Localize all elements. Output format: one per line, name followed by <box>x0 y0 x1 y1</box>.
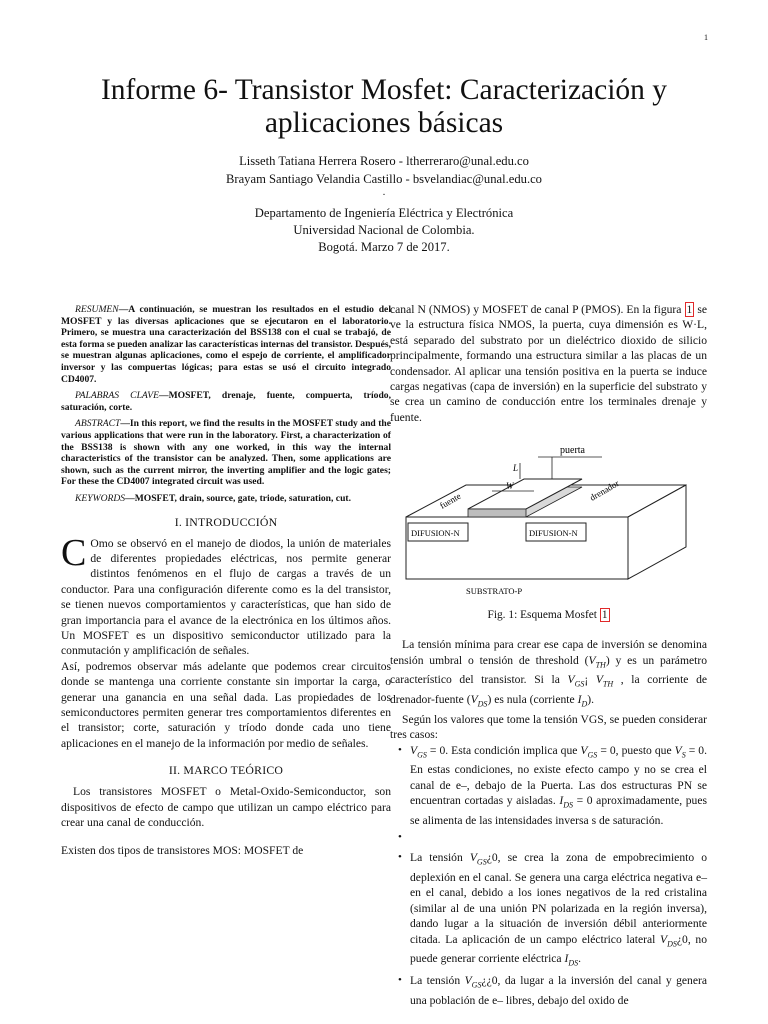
list-item-case-2 <box>390 850 707 971</box>
list-item-case-1 <box>390 743 707 829</box>
case1-text-d: = 0 aproximadamente, pues se alimenta de las intensidades inversa s de saturación. <box>410 794 707 827</box>
affiliation-department: Departamento de Ingeniería Eléctrica y Electrónica <box>254 206 514 220</box>
case2-vds-sub: DS <box>667 938 677 948</box>
case1-text-a: = 0. Esta condición implica que <box>426 743 581 757</box>
intro-paragraph-1-text: Omo se observó en el manejo de diodos, la unión de materiales de diferentes propiedades eléctricas, nos permite generar distintos fenómenos en el flujo de cargas a través de un conductor. Para una configuración diferente como es la del transistor, se tienen nuevos comportamientos y características, que han sido de gran importancia para el avance de la electrónica en los últimos años. Un MOSFET es un dispositivo semiconductor utilizado para la conmutación y amplificación de señales. <box>61 536 391 658</box>
cases-list <box>390 743 707 1009</box>
authors <box>40 153 728 188</box>
case1-vgs-sub-2: GS <box>587 749 598 759</box>
threshold-text-a: La tensión mínima para crear ese capa de inversión se denomina tensión umbral o tensión de threshold ( <box>390 638 707 667</box>
keywords-paragraph <box>61 493 391 505</box>
figure-reference-link[interactable]: 1 <box>686 303 693 316</box>
vth-subscript: TH <box>595 659 606 669</box>
label-l: L <box>513 463 519 474</box>
case2-vgs: V <box>469 851 477 865</box>
label-w: W <box>506 481 514 492</box>
case1-ids-sub: DS <box>563 800 573 810</box>
section-heading-introduccion: I. INTRODUCCIÓN <box>174 514 278 529</box>
label-drenador: drenador <box>588 478 621 503</box>
threshold-text-b: ) y es un parámetro característico del transistor. Si la <box>390 653 707 687</box>
case3-text-a: La tensión <box>410 974 465 988</box>
figure-caption-text: Fig. 1: Esquema Mosfet <box>487 609 600 622</box>
case2-vgs-sub: GS <box>476 857 487 867</box>
case2-ids-sub: DS <box>568 958 579 968</box>
threshold-text-e: ) es nula (corriente <box>487 693 578 707</box>
affiliation-date: Bogotá. Marzo 7 de 2017. <box>318 240 450 254</box>
intro-paragraph-1 <box>61 531 391 659</box>
id-subscript: D <box>581 699 588 709</box>
vgs-subscript: GS <box>574 679 585 689</box>
case3-text-b: ¿¿0, da lugar a la inversión del canal y genera una población de e– libres, debajo del oxido de <box>410 974 708 1007</box>
drop-cap: C <box>61 531 87 574</box>
palabras-clave-label: PALABRAS CLAVE <box>75 390 160 402</box>
title-line-1: Informe 6- Transistor Mosfet: Caracterización y <box>100 74 668 106</box>
case3-vgs: V <box>464 974 472 988</box>
resumen-paragraph <box>61 304 391 385</box>
mosfet-diagram <box>402 439 694 607</box>
author-1: Lisseth Tatiana Herrera Rosero - ltherreraro@unal.edu.co <box>239 154 529 168</box>
case3-vgs-sub: GS <box>471 980 482 990</box>
citation-link[interactable]: 1 <box>601 609 608 622</box>
vds-subscript: DS <box>477 699 488 709</box>
resumen-text: —A continuación, se muestran los resultados en el estudio del MOSFET y las diversas aplicaciones que se ejecutaron en el laboratorio. Primero, se muestra una caracterización del BSS138 con el cual se trabajó, de esta forma se pueden analizar las características internas del transistor. Después, se muestran algunas aplicaciones, como el espejo de corriente, el amplificador inversor y las compuertas lógicas; para estas se usó el circuito integrado CD4007. <box>61 304 391 385</box>
resumen-label: RESUMEN <box>75 304 119 315</box>
threshold-text-f: ). <box>587 693 594 707</box>
case2-text-b: ¿0, se crea la zona de empobrecimiento o deplexión en el canal. Se genera una carga eléctrica negativa e– en el canal, debido a los iones negativos de la red cristalina (similar al de una unión PN polarizada en la región inversa), dando lugar a la situación de inversión débil anteriormente citada. La aplicación de un campo eléctrico lateral <box>410 851 707 946</box>
abstract-paragraph <box>61 418 391 488</box>
nmos-paragraph-text-a: canal N (NMOS) y MOSFET de canal P (PMOS). En la figura <box>390 303 685 316</box>
case1-vgs-2: V <box>580 743 588 757</box>
intro-paragraph-2: Así, podremos observar más adelante que podemos crear circuitos donde se mantenga una corriente constante sin importar la carga, o generar una ganancia en una señal dada. Las propiedades de los semiconductores permiten generar tres comportamientos diferentes en el transistor; corte, saturación y tríodo donde cada uno tiene aplicaciones en el manejo de la información por medio de señales. <box>61 659 391 750</box>
threshold-text-d: , la corriente de drenador-fuente ( <box>390 673 708 707</box>
title-line-2: aplicaciones básicas <box>264 107 504 139</box>
keywords-text: —MOSFET, drain, source, gate, triode, saturation, cut. <box>125 492 351 504</box>
vth-symbol: V <box>588 653 596 667</box>
case2-ids: I <box>564 952 569 966</box>
label-fuente: fuente <box>438 491 463 511</box>
palabras-clave-paragraph <box>61 390 391 413</box>
section-heading-marco-teorico: II. MARCO TEÓRICO <box>168 763 284 778</box>
list-item-case-3 <box>390 973 707 1008</box>
vth-symbol-2: V <box>595 673 603 687</box>
case1-vs-sub: S <box>681 749 686 759</box>
keywords-label: KEYWORDS <box>75 492 126 504</box>
label-difusion-right: DIFUSION-N <box>529 528 578 539</box>
mosfet-figure <box>390 439 707 607</box>
label-puerta: puerta <box>560 445 585 457</box>
case1-text-c: = 0. En estas condiciones, no existe efecto campo y no se crea el canal de e–, debajo de la Puerta. Las dos estructuras PN se encuentran cortadas y aisladas. <box>410 743 707 808</box>
nmos-paragraph-text-b: se ve la estructura física NMOS, la puerta, cuya dimensión es W·L, está separado del substrato por un dieléctrico dioxido de silicio principalmente, formando una estructura similar a las placas de un condensador. Al aplicar una tensión positiva en la puerta se induce cargas negativas (capa de inversión) en la superficie del substrato y se crea un camino de conducción entre los terminales drenaje y fuente. <box>390 303 708 424</box>
case2-text-c: ¿0, no puede generar corriente eléctrica <box>410 932 708 966</box>
paper-title <box>40 74 728 140</box>
abstract-label: ABSTRACT <box>75 418 121 430</box>
threshold-text-c: ¡ <box>584 673 596 687</box>
case1-vs: V <box>674 743 682 757</box>
affiliation <box>40 205 728 256</box>
case1-ids: I <box>559 794 564 808</box>
list-spacer <box>390 830 707 848</box>
left-column <box>61 304 391 859</box>
marco-paragraph-2: Existen dos tipos de transistores MOS: MOSFET de <box>61 844 304 858</box>
case1-vgs: V <box>410 743 418 757</box>
label-difusion-left: DIFUSION-N <box>411 528 460 539</box>
author-2: Brayam Santiago Velandia Castillo - bsvelandiac@unal.edu.co <box>226 171 542 186</box>
case1-text-b: = 0, puesto que <box>597 743 675 757</box>
page-number: 1 <box>704 33 708 42</box>
vds-symbol: V <box>470 693 478 707</box>
cases-intro-paragraph: Según los valores que tome la tensión VGS, se pueden considerar tres casos: <box>390 712 707 742</box>
case2-text-d: . <box>578 952 582 966</box>
right-column <box>390 302 707 1010</box>
label-substrato: SUBSTRATO-P <box>466 586 523 597</box>
palabras-clave-text: —MOSFET, drenaje, fuente, compuerta, tríodo, saturación, corte. <box>61 390 391 413</box>
abstract-text: —In this report, we find the results in the MOSFET study and the various applications that were run in the laboratory. First, a characterization of the BSS138 is shown with any one worked, in this way the internal characteristics of the transistor can be analyzed. Then, some applications are shown, such as the current mirror, the inverting amplifier and the logic gates; For these the CD4007 integrated circuit was used. <box>61 418 391 488</box>
id-symbol: I <box>577 693 582 707</box>
case2-text-a: La tensión <box>410 851 470 865</box>
case2-vds: V <box>660 932 668 946</box>
case1-vgs-sub: GS <box>417 749 427 759</box>
gate-front <box>468 509 526 517</box>
figure-caption <box>390 609 707 621</box>
vgs-symbol: V <box>567 673 575 687</box>
threshold-paragraph <box>390 637 707 712</box>
separator-dot: . <box>382 187 386 198</box>
marco-paragraph-1: Los transistores MOSFET o Metal-Oxido-Semiconductor, son dispositivos de efecto de campo que utilizan un campo eléctrico para crear una canal de conducción. <box>61 785 391 829</box>
affiliation-university: Universidad Nacional de Colombia. <box>293 223 475 237</box>
vth-subscript-2: TH <box>602 679 614 689</box>
nmos-paragraph <box>390 302 707 425</box>
